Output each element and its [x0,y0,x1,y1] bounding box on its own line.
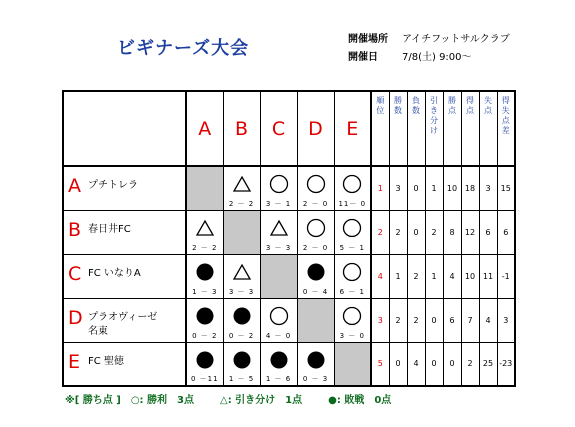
team-name: プラオヴィーゼ 名東 [88,311,158,337]
match-score: 1 － 3 [192,287,218,296]
match-result-cell [223,342,260,386]
team-letter: D [68,306,83,329]
wins-cell: 1 [389,254,407,298]
losses-cell: 4 [407,342,425,386]
match-score: 3 － 3 [228,287,255,296]
match-result-cell [297,166,334,210]
match-score: 3 － 3 [265,243,292,252]
column-header-d: D [297,91,334,166]
team-cell [63,210,186,254]
venue-line [348,30,510,45]
losses-cell: 0 [407,166,425,210]
match-result-cell [223,254,260,298]
goals-for-cell: 10 [461,254,479,298]
match-score: 2 － 2 [192,243,218,252]
stat-header [425,91,443,166]
stat-header-label: 引き分け [430,96,438,135]
team-letter: B [68,218,82,241]
goal-diff-cell: -1 [497,254,515,298]
goals-for-cell: 2 [461,342,479,386]
team-cell [63,166,186,210]
match-score: 2 － 0 [302,243,329,252]
stat-header [497,91,515,166]
match-score: 5 － 1 [339,243,365,252]
draws-cell: 0 [425,298,443,342]
stat-header-label: 勝数 [394,96,402,115]
match-score: 2 － 0 [302,199,329,208]
team-row [63,298,515,342]
losses-cell: 2 [407,298,425,342]
team-cell [63,254,186,298]
column-header-c: C [260,91,297,166]
win-circle-icon [342,262,362,282]
page-title: ビギナーズ大会 [117,38,250,59]
team-name: FC 聖徳 [88,355,124,367]
match-result-cell [334,298,371,342]
goals-against-cell: 6 [479,210,497,254]
stat-header-label: 得点 [466,96,474,115]
corner-cell [63,91,186,166]
draw-triangle-icon [195,218,215,238]
self-match-cell [186,166,223,210]
self-match-cell [297,298,334,342]
points-cell: 4 [443,254,461,298]
wins-cell: 2 [389,210,407,254]
win-circle-icon [342,218,362,238]
match-result-cell [186,342,223,386]
wins-cell: 0 [389,342,407,386]
draws-cell: 2 [425,210,443,254]
match-result-cell [334,210,371,254]
draws-cell: 0 [425,342,443,386]
goals-against-cell: 4 [479,298,497,342]
match-result-cell [260,166,297,210]
column-header-b: B [223,91,260,166]
loss-filled-circle-icon [269,350,289,370]
team-letter: C [68,262,82,285]
match-score: 1 － 5 [228,375,255,383]
goals-against-cell: 11 [479,254,497,298]
goal-diff-cell: 6 [497,210,515,254]
match-result-cell [186,210,223,254]
loss-filled-circle-icon [232,350,252,370]
match-score: 6 － 1 [339,287,365,296]
match-score: 11－ 0 [338,199,367,208]
standings-table [62,90,516,387]
match-score: 3 － 0 [339,331,365,340]
stat-header-label: 順位 [376,96,385,115]
stat-header-label: 失点 [484,96,492,115]
venue-value: アイチフットサルクラブ [402,34,510,45]
match-result-cell [260,342,297,386]
draws-cell: 1 [425,254,443,298]
points-cell: 8 [443,210,461,254]
date-label: 開催日 [348,52,378,63]
venue-label: 開催場所 [348,34,388,45]
win-circle-icon [342,174,362,194]
wins-cell: 2 [389,298,407,342]
stat-header [389,91,407,166]
stat-header [407,91,425,166]
goal-diff-cell: -23 [497,342,515,386]
stat-header [461,91,479,166]
team-letter: A [68,175,81,197]
draw-triangle-icon [269,218,289,238]
stat-header [371,91,389,166]
match-result-cell [297,342,334,386]
loss-filled-circle-icon [306,262,326,282]
rank-cell: 3 [371,298,389,342]
rank-cell: 2 [371,210,389,254]
team-row [63,210,515,254]
points-cell: 0 [443,342,461,386]
losses-cell: 2 [407,254,425,298]
rank-cell: 5 [371,342,389,386]
stat-header-label: 負数 [412,96,420,115]
match-result-cell [334,166,371,210]
header-row [63,91,515,166]
loss-filled-circle-icon [195,350,215,370]
match-result-cell [297,210,334,254]
team-letter: E [68,350,81,373]
goals-against-cell: 3 [479,166,497,210]
stat-header-label: 勝点 [448,96,456,115]
win-circle-icon [269,174,289,194]
win-circle-icon [342,306,362,326]
goal-diff-cell: 3 [497,298,515,342]
match-result-cell [297,254,334,298]
match-score: 2 － 2 [228,199,255,208]
loss-filled-circle-icon [195,262,215,282]
wins-cell: 3 [389,166,407,210]
goals-for-cell: 7 [461,298,479,342]
self-match-cell [334,342,371,386]
match-result-cell [334,254,371,298]
stat-header [479,91,497,166]
goals-for-cell: 18 [461,166,479,210]
legend-draw: △: 引き分け 1点 [220,395,303,406]
match-result-cell [186,298,223,342]
draw-triangle-icon [232,262,252,282]
loss-filled-circle-icon [306,350,326,370]
match-score: 4 － 0 [265,331,292,340]
loss-filled-circle-icon [195,306,215,326]
match-score: 0 － 2 [228,331,255,340]
rank-cell: 1 [371,166,389,210]
stat-header-label: 得失点差 [501,96,510,135]
stat-header [443,91,461,166]
goals-against-cell: 25 [479,342,497,386]
legend-win: ※[ 勝ち点 ] ○: 勝利 3点 [65,395,194,406]
legend-loss: ●: 敗戦 0点 [328,395,392,406]
match-score: 3 － 1 [265,199,292,208]
win-circle-icon [306,218,326,238]
match-result-cell [260,210,297,254]
match-result-cell [260,298,297,342]
goal-diff-cell: 15 [497,166,515,210]
self-match-cell [223,210,260,254]
losses-cell: 0 [407,210,425,254]
points-legend [65,391,417,406]
points-cell: 6 [443,298,461,342]
team-name: プチトレラ [88,180,138,191]
team-name: FC いなりA [88,267,141,279]
match-result-cell [186,254,223,298]
match-score: 0 － 2 [192,331,218,340]
draws-cell: 1 [425,166,443,210]
rank-cell: 4 [371,254,389,298]
team-row [63,254,515,298]
match-score: 0 －11 [190,375,219,383]
team-name: 春日井FC [88,223,131,235]
team-row [63,342,515,386]
match-score: 1 － 6 [265,375,292,383]
match-result-cell [223,298,260,342]
self-match-cell [260,254,297,298]
win-circle-icon [269,306,289,326]
date-value: 7/8(土) 9:00～ [402,52,472,63]
team-cell [63,342,186,386]
draw-triangle-icon [232,174,252,194]
column-header-e: E [334,91,371,166]
team-cell [63,298,186,342]
match-score: 0 － 4 [302,287,329,296]
goals-for-cell: 12 [461,210,479,254]
match-result-cell [223,166,260,210]
column-header-a: A [186,91,223,166]
match-score: 0 － 3 [302,375,329,383]
points-cell: 10 [443,166,461,210]
team-row [63,166,515,210]
loss-filled-circle-icon [232,306,252,326]
date-line [348,48,472,63]
win-circle-icon [306,174,326,194]
